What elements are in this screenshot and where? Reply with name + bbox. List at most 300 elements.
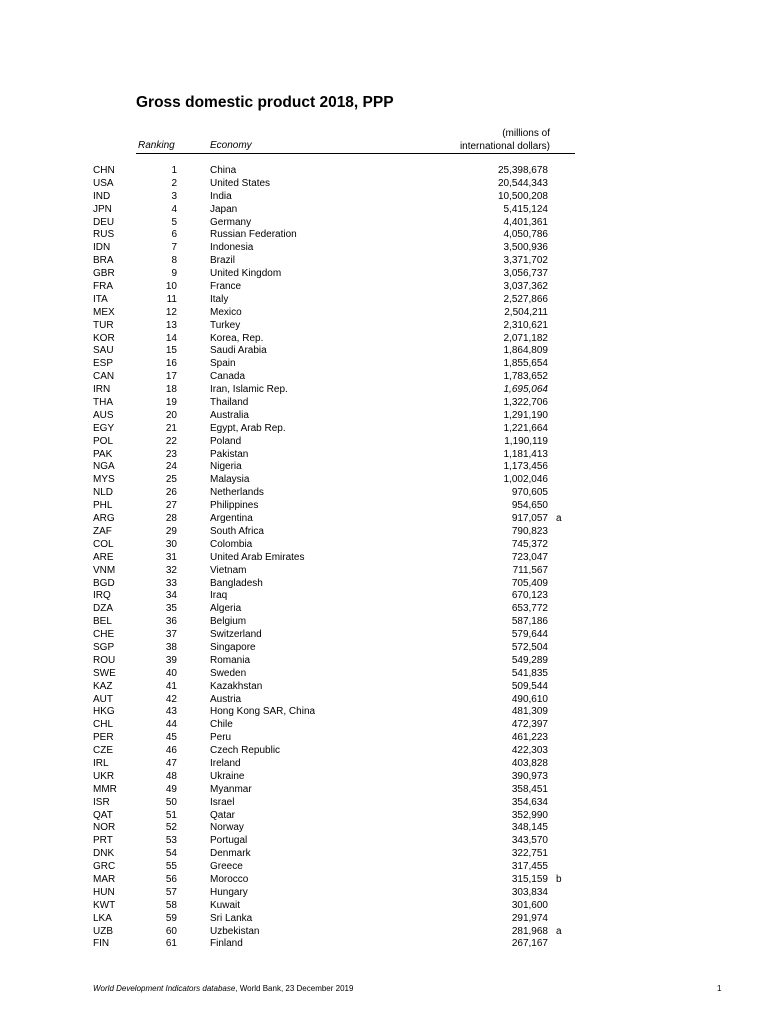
table-row [0, 229, 768, 242]
rank: 47 [165, 757, 177, 769]
gdp-value: 2,527,866 [503, 293, 548, 305]
gdp-value: 5,415,124 [503, 203, 548, 215]
rank: 30 [165, 538, 177, 550]
rank: 14 [165, 332, 177, 344]
rank: 13 [165, 319, 177, 331]
gdp-value: 315,159 [511, 873, 548, 885]
gdp-value: 1,864,809 [503, 345, 548, 357]
economy-name: Israel [210, 796, 235, 808]
footnote-marker: a [556, 513, 562, 525]
economy-name: Hungary [210, 886, 248, 898]
rank: 10 [165, 281, 177, 293]
footnote-marker: b [556, 873, 562, 885]
rank: 43 [165, 706, 177, 718]
table-row [0, 810, 768, 823]
economy-name: Ukraine [210, 770, 245, 782]
country-code: ZAF [93, 525, 112, 537]
country-code: ARG [93, 513, 115, 525]
country-code: PHL [93, 500, 113, 512]
economy-name: Colombia [210, 538, 253, 550]
economy-name: Austria [210, 693, 242, 705]
country-code: HKG [93, 706, 115, 718]
table-row [0, 384, 768, 397]
economy-name: Thailand [210, 397, 249, 409]
country-code: AUS [93, 409, 114, 421]
country-code: NGA [93, 461, 115, 473]
rank: 56 [165, 873, 177, 885]
country-code: SGP [93, 641, 115, 653]
rank: 16 [165, 358, 177, 370]
gdp-value: 549,289 [511, 654, 548, 666]
rank: 60 [165, 925, 177, 937]
ranking-column-header: Ranking [138, 140, 175, 151]
rank: 20 [165, 409, 177, 421]
gdp-value: 343,570 [511, 835, 548, 847]
economy-name: Japan [210, 203, 238, 215]
gdp-value: 1,173,456 [503, 461, 548, 473]
table-row [0, 874, 768, 887]
gdp-value: 20,544,343 [497, 177, 548, 189]
table-row [0, 513, 768, 526]
rank: 12 [165, 306, 177, 318]
table-row [0, 410, 768, 423]
gdp-value: 1,221,664 [503, 422, 548, 434]
table-row [0, 629, 768, 642]
economy-name: Peru [210, 732, 232, 744]
rank: 58 [165, 899, 177, 911]
page-number: 1 [717, 984, 722, 993]
table-row [0, 745, 768, 758]
gdp-value: 954,650 [511, 500, 548, 512]
country-code: DEU [93, 216, 115, 228]
table-row [0, 603, 768, 616]
table-row [0, 771, 768, 784]
gdp-value: 281,968 [511, 925, 548, 937]
economy-name: Vietnam [210, 564, 247, 576]
country-code: ROU [93, 654, 116, 666]
country-code: MMR [93, 783, 117, 795]
gdp-value: 348,145 [511, 822, 548, 834]
economy-name: Denmark [210, 848, 251, 860]
rank: 6 [171, 229, 177, 241]
gdp-value: 490,610 [511, 693, 548, 705]
gdp-value: 1,181,413 [503, 448, 548, 460]
rank: 19 [165, 397, 177, 409]
gdp-value: 317,455 [511, 861, 548, 873]
country-code: BRA [93, 255, 114, 267]
value-header-line1: (millions of [502, 128, 550, 139]
country-code: CHE [93, 629, 115, 641]
page-title: Gross domestic product 2018, PPP [136, 94, 394, 111]
country-code: ISR [93, 796, 110, 808]
country-code: IRN [93, 384, 111, 396]
country-code: POL [93, 435, 114, 447]
gdp-value: 352,990 [511, 809, 548, 821]
economy-name: India [210, 190, 232, 202]
gdp-value: 461,223 [511, 732, 548, 744]
country-code: NLD [93, 487, 114, 499]
country-code: IDN [93, 242, 111, 254]
gdp-value: 303,834 [511, 886, 548, 898]
table-row [0, 449, 768, 462]
economy-name: Sri Lanka [210, 912, 253, 924]
economy-name: Canada [210, 371, 246, 383]
country-code: USA [93, 177, 114, 189]
table-row [0, 668, 768, 681]
gdp-value: 670,123 [511, 590, 548, 602]
gdp-value: 1,291,190 [503, 409, 548, 421]
table-row [0, 191, 768, 204]
table-row [0, 848, 768, 861]
economy-column-header: Economy [210, 140, 252, 151]
rank: 7 [171, 242, 177, 254]
country-code: CHL [93, 719, 114, 731]
table-row [0, 487, 768, 500]
gdp-value: 481,309 [511, 706, 548, 718]
rank: 59 [165, 912, 177, 924]
rank: 23 [165, 448, 177, 460]
rank: 34 [165, 590, 177, 602]
gdp-value: 358,451 [511, 783, 548, 795]
country-code: NOR [93, 822, 116, 834]
rank: 37 [165, 629, 177, 641]
value-header-line2: international dollars) [459, 141, 550, 152]
gdp-value: 745,372 [511, 538, 548, 550]
table-row [0, 719, 768, 732]
table-row [0, 822, 768, 835]
rank: 54 [165, 848, 177, 860]
economy-name: Kuwait [210, 899, 241, 911]
gdp-value: 1,190,119 [504, 435, 548, 447]
economy-name: Portugal [210, 835, 248, 847]
country-code: IRQ [93, 590, 111, 602]
economy-name: Myanmar [210, 783, 252, 795]
gdp-value: 509,544 [511, 680, 548, 692]
source-publisher: , World Bank, 23 December 2019 [235, 984, 354, 993]
table-row [0, 655, 768, 668]
rank: 27 [165, 500, 177, 512]
economy-name: Nigeria [210, 461, 242, 473]
rank: 55 [165, 861, 177, 873]
country-code: AUT [93, 693, 113, 705]
gdp-value: 1,002,046 [503, 474, 548, 486]
table-row [0, 926, 768, 939]
economy-name: Ireland [210, 757, 241, 769]
economy-name: Philippines [210, 500, 259, 512]
source-database-name: World Development Indicators database [93, 984, 236, 993]
country-code: DZA [93, 603, 113, 615]
rank: 51 [165, 809, 177, 821]
table-row [0, 294, 768, 307]
rank: 15 [165, 345, 177, 357]
economy-name: Australia [210, 409, 249, 421]
table-row [0, 887, 768, 900]
country-code: ESP [93, 358, 114, 370]
table-row [0, 539, 768, 552]
economy-name: Indonesia [210, 242, 254, 254]
economy-name: Chile [210, 719, 233, 731]
rank: 8 [171, 255, 177, 267]
rank: 3 [171, 190, 177, 202]
source-footer [93, 984, 353, 993]
economy-name: Czech Republic [210, 745, 281, 757]
gdp-value: 3,500,936 [503, 242, 548, 254]
gdp-value: 705,409 [511, 577, 548, 589]
rank: 17 [165, 371, 177, 383]
country-code: KWT [93, 899, 116, 911]
gdp-value: 572,504 [511, 641, 548, 653]
rank: 21 [165, 422, 177, 434]
country-code: KAZ [93, 680, 113, 692]
economy-name: Egypt, Arab Rep. [210, 422, 286, 434]
gdp-value: 711,567 [512, 564, 548, 576]
rank: 29 [165, 525, 177, 537]
country-code: FIN [93, 938, 110, 950]
rank: 32 [165, 564, 177, 576]
table-row [0, 423, 768, 436]
gdp-value: 1,783,652 [503, 371, 548, 383]
country-code: VNM [93, 564, 116, 576]
gdp-value: 790,823 [511, 525, 548, 537]
gdp-value: 3,037,362 [503, 281, 548, 293]
gdp-value: 291,974 [511, 912, 548, 924]
rank: 44 [165, 719, 177, 731]
rank: 4 [171, 203, 177, 215]
country-code: RUS [93, 229, 115, 241]
table-row [0, 706, 768, 719]
gdp-value: 422,303 [511, 745, 548, 757]
economy-name: Iran, Islamic Rep. [210, 384, 288, 396]
table-row [0, 526, 768, 539]
economy-name: Kazakhstan [210, 680, 263, 692]
table-row [0, 358, 768, 371]
economy-name: Norway [210, 822, 244, 834]
country-code: MYS [93, 474, 115, 486]
gdp-value: 4,050,786 [503, 229, 548, 241]
table-row [0, 797, 768, 810]
table-row [0, 333, 768, 346]
rank: 41 [165, 680, 177, 692]
country-code: HUN [93, 886, 115, 898]
gdp-value: 354,634 [511, 796, 548, 808]
gdp-value: 3,371,702 [503, 255, 548, 267]
gdp-value: 1,322,706 [503, 397, 548, 409]
economy-name: Hong Kong SAR, China [210, 706, 316, 718]
economy-name: Argentina [210, 513, 253, 525]
economy-name: Brazil [210, 255, 236, 267]
rank: 39 [165, 654, 177, 666]
table-row [0, 178, 768, 191]
rank: 24 [165, 461, 177, 473]
economy-name: Saudi Arabia [210, 345, 267, 357]
country-code: COL [93, 538, 114, 550]
economy-name: Poland [210, 435, 242, 447]
table-row [0, 307, 768, 320]
economy-name: Algeria [210, 603, 242, 615]
table-row [0, 578, 768, 591]
gdp-value: 10,500,208 [497, 190, 548, 202]
country-code: CAN [93, 371, 115, 383]
economy-name: Greece [210, 861, 243, 873]
gdp-value: 723,047 [511, 551, 548, 563]
country-code: PRT [93, 835, 113, 847]
country-code: CHN [93, 165, 115, 176]
gdp-value: 267,167 [511, 938, 548, 950]
country-code: UZB [93, 925, 113, 937]
country-code: PER [93, 732, 114, 744]
table-row [0, 565, 768, 578]
economy-name: Pakistan [210, 448, 249, 460]
gdp-value: 541,835 [511, 667, 548, 679]
rank: 18 [165, 384, 177, 396]
country-code: CZE [93, 745, 113, 757]
table-row [0, 242, 768, 255]
rank: 28 [165, 513, 177, 525]
table-row [0, 938, 768, 951]
country-code: FRA [93, 281, 113, 293]
table-row [0, 616, 768, 629]
rank: 42 [165, 693, 177, 705]
gdp-value: 403,828 [511, 757, 548, 769]
economy-name: Iraq [210, 590, 228, 602]
table-row [0, 281, 768, 294]
table-row [0, 732, 768, 745]
economy-name: Qatar [210, 809, 236, 821]
rank: 52 [165, 822, 177, 834]
country-code: THA [93, 397, 113, 409]
rank: 22 [165, 435, 177, 447]
table-row [0, 461, 768, 474]
country-code: IND [93, 190, 111, 202]
country-code: MEX [93, 306, 115, 318]
table-row [0, 835, 768, 848]
economy-name: Romania [210, 654, 251, 666]
rank: 49 [165, 783, 177, 795]
table-row [0, 642, 768, 655]
country-code: DNK [93, 848, 115, 860]
country-code: LKA [93, 912, 112, 924]
table-row [0, 590, 768, 603]
country-code: PAK [93, 448, 113, 460]
country-code: ITA [93, 293, 108, 305]
rank: 31 [165, 551, 177, 563]
rank: 40 [165, 667, 177, 679]
rank: 26 [165, 487, 177, 499]
country-code: BGD [93, 577, 115, 589]
economy-name: South Africa [210, 525, 264, 537]
rank: 35 [165, 603, 177, 615]
gdp-value: 579,644 [511, 629, 548, 641]
table-row [0, 255, 768, 268]
rank: 46 [165, 745, 177, 757]
country-code: KOR [93, 332, 115, 344]
rank: 48 [165, 770, 177, 782]
gdp-value: 653,772 [511, 603, 548, 615]
economy-name: Uzbekistan [210, 925, 260, 937]
country-code: IRL [93, 757, 109, 769]
country-code: BEL [93, 616, 112, 628]
gdp-value: 2,071,182 [503, 332, 548, 344]
table-row [0, 784, 768, 797]
table-row [0, 371, 768, 384]
table-row [0, 474, 768, 487]
country-code: JPN [93, 203, 112, 215]
table-row [0, 694, 768, 707]
economy-name: Bangladesh [210, 577, 263, 589]
economy-name: Singapore [210, 641, 256, 653]
country-code: ARE [93, 551, 114, 563]
table-row [0, 204, 768, 217]
economy-name: Korea, Rep. [210, 332, 264, 344]
economy-name: United States [210, 177, 271, 189]
rank: 38 [165, 641, 177, 653]
gdp-value: 587,186 [511, 616, 548, 628]
gdp-value: 390,973 [511, 770, 548, 782]
country-code: GBR [93, 268, 115, 280]
economy-name: Germany [210, 216, 252, 228]
country-code: SAU [93, 345, 114, 357]
economy-name: United Arab Emirates [210, 551, 305, 563]
country-code: UKR [93, 770, 115, 782]
rank: 9 [171, 268, 177, 280]
economy-name: Malaysia [210, 474, 250, 486]
rank: 1 [171, 165, 177, 176]
gdp-value: 4,401,361 [503, 216, 548, 228]
gdp-table-body [0, 165, 768, 951]
table-row [0, 345, 768, 358]
table-row [0, 436, 768, 449]
footnote-marker: a [556, 925, 562, 937]
value-column-header [460, 127, 550, 153]
rank: 45 [165, 732, 177, 744]
gdp-value: 322,751 [511, 848, 548, 860]
gdp-value: 2,504,211 [504, 306, 548, 318]
economy-name: Mexico [210, 306, 242, 318]
gdp-value: 917,057 [511, 513, 548, 525]
gdp-value: 2,310,621 [503, 319, 548, 331]
rank: 33 [165, 577, 177, 589]
economy-name: United Kingdom [210, 268, 282, 280]
rank: 5 [171, 216, 177, 228]
country-code: SWE [93, 667, 116, 679]
table-row [0, 397, 768, 410]
economy-name: Switzerland [210, 629, 262, 641]
table-row [0, 500, 768, 513]
country-code: GRC [93, 861, 116, 873]
table-row [0, 217, 768, 230]
country-code: TUR [93, 319, 114, 331]
rank: 25 [165, 474, 177, 486]
gdp-value: 301,600 [511, 899, 548, 911]
table-row [0, 913, 768, 926]
header-divider [136, 153, 575, 154]
rank: 50 [165, 796, 177, 808]
gdp-value: 1,695,064 [503, 384, 548, 396]
economy-name: Belgium [210, 616, 247, 628]
rank: 11 [166, 293, 177, 305]
economy-name: France [210, 281, 242, 293]
table-row [0, 681, 768, 694]
gdp-value: 25,398,678 [497, 165, 548, 176]
country-code: QAT [93, 809, 113, 821]
rank: 61 [165, 938, 177, 950]
economy-name: Italy [210, 293, 229, 305]
table-row [0, 552, 768, 565]
economy-name: Turkey [210, 319, 241, 331]
country-code: EGY [93, 422, 115, 434]
rank: 57 [165, 886, 177, 898]
economy-name: Morocco [210, 873, 249, 885]
